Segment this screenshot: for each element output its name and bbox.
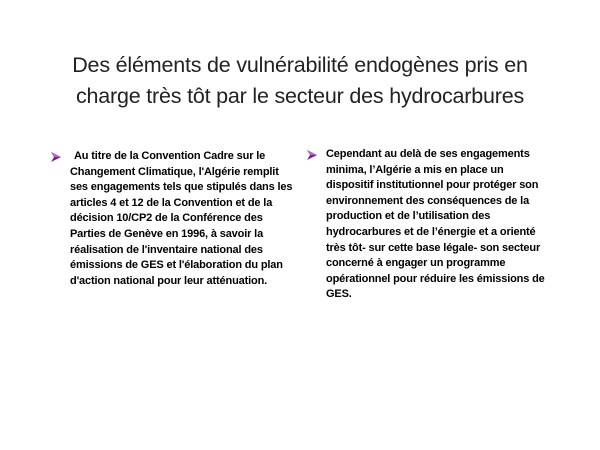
title-line-2: charge très tôt par le secteur des hydrocarbures [75, 84, 525, 109]
right-line-3: dispositif institutionnel pour protéger son [326, 179, 539, 192]
left-line-7: réalisation de l'inventaire national des [70, 243, 263, 256]
right-line-10: GES. [326, 288, 352, 301]
title-line-1: Des éléments de vulnérabilité endogènes pris en [72, 53, 528, 78]
right-line-6: hydrocarbures et de l’énergie et a orienté [326, 225, 536, 238]
right-line-8: concerné à engager un programme [326, 257, 506, 270]
left-line-8: émissions de GES et l'élaboration du plan [70, 259, 283, 272]
arrowhead-bullet-icon [306, 149, 318, 161]
left-line-1: Au titre de la Convention Cadre sur le [74, 150, 266, 162]
right-line-4: environnement des conséquences de la [326, 194, 530, 207]
arrowhead-bullet-icon [50, 151, 62, 163]
slide-title [30, 50, 570, 112]
left-line-5: décision 10/CP2 de la Conférence des [70, 212, 263, 225]
left-bullet-item [50, 149, 300, 289]
left-line-3: ses engagements tels que stipulés dans les [70, 181, 293, 194]
right-line-5: production et de l’utilisation des [326, 210, 491, 223]
right-column [306, 147, 568, 303]
right-bullet-item [306, 147, 568, 303]
left-line-6: Parties de Genève en 1996, à savoir la [70, 227, 264, 240]
left-column [50, 149, 300, 289]
right-line-7: très tôt- sur cette base légale- son secteur [326, 241, 541, 254]
right-bullet-text [326, 147, 568, 303]
right-line-2: minima, l’Algérie a mis en place un [326, 163, 504, 176]
right-line-9: opérationnel pour réduire les émissions de [326, 272, 545, 285]
left-line-9: d'action national pour leur atténuation. [70, 274, 268, 287]
right-line-1: Cependant au delà de ses engagements [326, 148, 530, 160]
left-line-2: Changement Climatique, l'Algérie remplit [70, 165, 279, 178]
left-line-4: articles 4 et 12 de la Convention et de la [70, 196, 273, 209]
left-bullet-text [70, 149, 300, 289]
